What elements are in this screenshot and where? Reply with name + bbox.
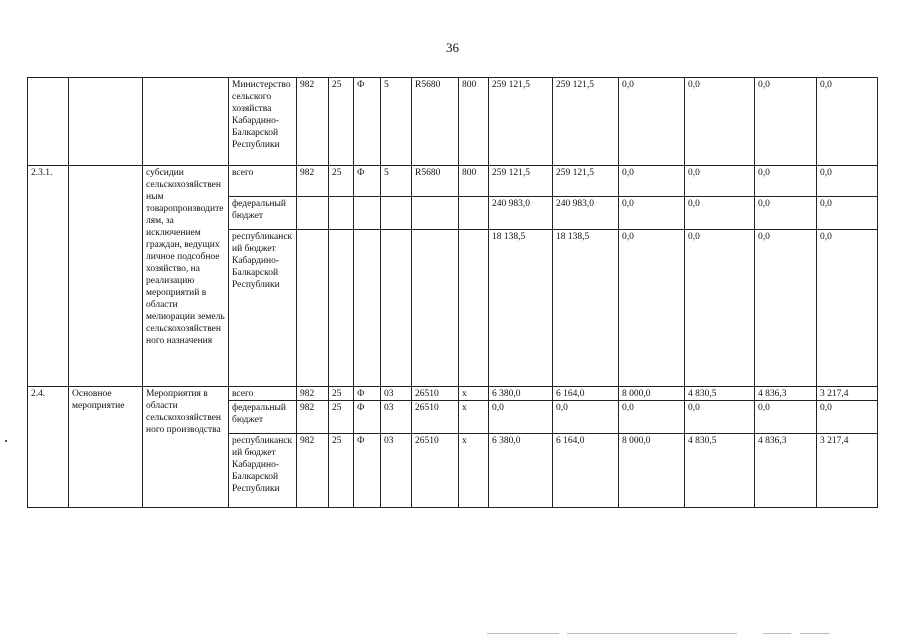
cell-source: Министерство сельского хозяйства Кабардино-Балкарской Республики	[229, 78, 297, 166]
cell-vr: x	[459, 434, 489, 508]
page-number: 36	[446, 40, 459, 55]
cell-vr	[459, 197, 489, 230]
cell-value-5: 0,0	[755, 166, 817, 197]
cell-value-1: 18 138,5	[489, 230, 553, 387]
scan-line-2	[567, 633, 737, 634]
cell-value-1: 6 380,0	[489, 387, 553, 401]
cell-value-2: 0,0	[553, 401, 619, 434]
cell-value-5: 4 836,3	[755, 387, 817, 401]
cell-pr: Ф	[354, 434, 381, 508]
cell-status: Основное мероприятие	[69, 387, 143, 508]
cell-rz	[329, 230, 354, 387]
cell-value-4: 0,0	[685, 197, 755, 230]
cell-cs2: 26510	[412, 434, 459, 508]
cell-value-1: 0,0	[489, 401, 553, 434]
cell-value-6: 3 217,4	[817, 434, 878, 508]
cell-value-4: 4 830,5	[685, 387, 755, 401]
cell-value-3: 0,0	[619, 401, 685, 434]
cell-cs2: 26510	[412, 387, 459, 401]
cell-name: субсидии сельскохозяйственным товаропроизводителям, за исключением граждан, ведущих личное подсобное хозяйство, на реализацию мероприятий в области мелиорации земель сельскохозяйственного назначения	[143, 166, 229, 387]
cell-rz: 25	[329, 78, 354, 166]
cell-source: республиканский бюджет Кабардино-Балкарской Республики	[229, 434, 297, 508]
cell-vr	[459, 230, 489, 387]
cell-grbs: 982	[297, 401, 329, 434]
cell-source: всего	[229, 387, 297, 401]
cell-grbs: 982	[297, 434, 329, 508]
cell-rz: 25	[329, 401, 354, 434]
cell-value-2: 6 164,0	[553, 434, 619, 508]
cell-value-5: 0,0	[755, 230, 817, 387]
cell-cs1	[381, 230, 412, 387]
cell-value-2: 259 121,5	[553, 166, 619, 197]
cell-vr: x	[459, 387, 489, 401]
cell-cs2	[412, 197, 459, 230]
cell-value-3: 0,0	[619, 197, 685, 230]
cell-value-4: 0,0	[685, 166, 755, 197]
cell-rz: 25	[329, 166, 354, 197]
cell-rz: 25	[329, 387, 354, 401]
cell-grbs	[297, 197, 329, 230]
cell-cs1: 5	[381, 78, 412, 166]
cell-pr: Ф	[354, 401, 381, 434]
cell-status	[69, 78, 143, 166]
cell-pr	[354, 230, 381, 387]
table-row-ministry	[28, 78, 878, 166]
cell-value-3: 8 000,0	[619, 434, 685, 508]
cell-value-5: 4 836,3	[755, 434, 817, 508]
cell-value-6: 0,0	[817, 230, 878, 387]
cell-value-5: 0,0	[755, 401, 817, 434]
cell-grbs: 982	[297, 78, 329, 166]
cell-value-2: 6 164,0	[553, 387, 619, 401]
cell-num: 2.3.1.	[28, 166, 69, 387]
budget-table	[27, 77, 878, 508]
cell-grbs: 982	[297, 166, 329, 197]
cell-cs2	[412, 230, 459, 387]
scan-line-1	[487, 633, 559, 634]
cell-cs1: 5	[381, 166, 412, 197]
cell-pr: Ф	[354, 387, 381, 401]
cell-source: федеральный бюджет	[229, 197, 297, 230]
scan-line-4	[800, 633, 830, 634]
cell-value-5: 0,0	[755, 197, 817, 230]
cell-num	[28, 78, 69, 166]
cell-value-6: 0,0	[817, 197, 878, 230]
cell-vr: 800	[459, 166, 489, 197]
cell-num: 2.4.	[28, 387, 69, 508]
cell-vr: 800	[459, 78, 489, 166]
cell-status	[69, 166, 143, 387]
cell-value-4: 4 830,5	[685, 434, 755, 508]
cell-name	[143, 78, 229, 166]
cell-value-3: 0,0	[619, 166, 685, 197]
cell-value-5: 0,0	[755, 78, 817, 166]
cell-cs1: 03	[381, 434, 412, 508]
cell-value-3: 8 000,0	[619, 387, 685, 401]
cell-source: республиканский бюджет Кабардино-Балкарской Республики	[229, 230, 297, 387]
cell-value-3: 0,0	[619, 78, 685, 166]
cell-value-1: 240 983,0	[489, 197, 553, 230]
cell-source: всего	[229, 166, 297, 197]
cell-value-4: 0,0	[685, 401, 755, 434]
scan-line-3	[763, 633, 791, 634]
table-row-231-total	[28, 166, 878, 197]
cell-value-6: 0,0	[817, 166, 878, 197]
cell-value-6: 3 217,4	[817, 387, 878, 401]
cell-cs1	[381, 197, 412, 230]
scan-speck	[5, 440, 7, 442]
cell-value-2: 18 138,5	[553, 230, 619, 387]
cell-rz	[329, 197, 354, 230]
cell-cs2: R5680	[412, 78, 459, 166]
cell-pr: Ф	[354, 166, 381, 197]
cell-vr: x	[459, 401, 489, 434]
cell-value-4: 0,0	[685, 230, 755, 387]
cell-value-3: 0,0	[619, 230, 685, 387]
cell-value-6: 0,0	[817, 401, 878, 434]
cell-cs1: 03	[381, 401, 412, 434]
cell-value-2: 240 983,0	[553, 197, 619, 230]
cell-grbs: 982	[297, 387, 329, 401]
cell-value-1: 259 121,5	[489, 78, 553, 166]
cell-value-6: 0,0	[817, 78, 878, 166]
cell-cs2: 26510	[412, 401, 459, 434]
cell-cs2: R5680	[412, 166, 459, 197]
cell-pr	[354, 197, 381, 230]
table-row-24-total	[28, 387, 878, 401]
cell-name: Мероприятия в области сельскохозяйственного производства	[143, 387, 229, 508]
cell-source: федеральный бюджет	[229, 401, 297, 434]
cell-pr: Ф	[354, 78, 381, 166]
cell-value-1: 6 380,0	[489, 434, 553, 508]
cell-grbs	[297, 230, 329, 387]
cell-value-2: 259 121,5	[553, 78, 619, 166]
cell-cs1: 03	[381, 387, 412, 401]
cell-rz: 25	[329, 434, 354, 508]
cell-value-4: 0,0	[685, 78, 755, 166]
cell-value-1: 259 121,5	[489, 166, 553, 197]
